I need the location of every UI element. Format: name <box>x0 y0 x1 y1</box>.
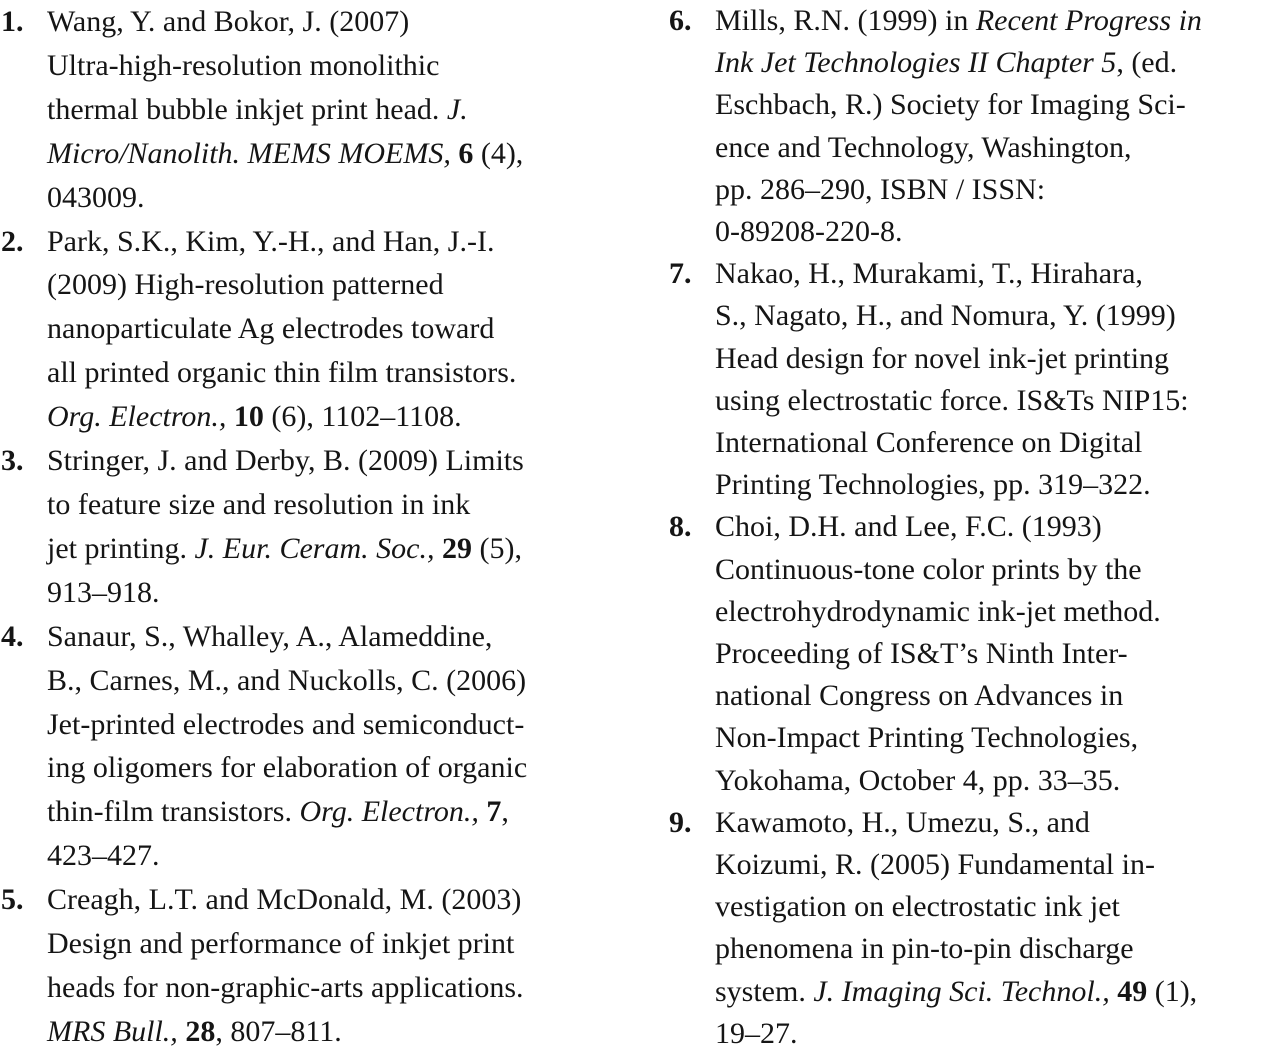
reference-text-segment: Org. Electron., <box>299 795 479 829</box>
reference-text <box>47 878 617 1054</box>
reference-text-segment: (1), <box>1147 974 1198 1008</box>
reference-line <box>47 922 617 966</box>
reference-text <box>715 506 1263 801</box>
reference-line <box>47 351 617 395</box>
reference-item <box>0 615 617 878</box>
reference-line <box>715 549 1263 591</box>
reference-line <box>47 132 617 176</box>
reference-line <box>715 591 1263 633</box>
reference-text-segment: thin-film transistors. <box>47 795 300 829</box>
reference-line <box>715 971 1263 1013</box>
reference-text-segment: Nakao, H., Murakami, T., Hirahara, <box>715 257 1143 291</box>
reference-text-segment: 6 <box>458 136 474 170</box>
reference-text-segment: Choi, D.H. and Lee, F.C. (1993) <box>715 510 1102 544</box>
reference-line <box>715 0 1263 42</box>
reference-item <box>0 439 617 615</box>
reference-line <box>47 0 617 44</box>
reference-number: 6. <box>669 4 692 37</box>
reference-number: 7. <box>669 257 692 291</box>
reference-text-segment: Koizumi, R. (2005) Fundamental in- <box>715 848 1155 882</box>
reference-line <box>715 422 1263 464</box>
reference-text-segment: Park, S.K., Kim, Y.-H., and Han, J.-I. <box>47 224 495 258</box>
reference-line <box>715 295 1263 337</box>
reference-text-segment: 19–27. <box>715 1016 798 1050</box>
reference-line <box>715 844 1263 886</box>
reference-line <box>47 307 617 351</box>
reference-text-segment: Micro/Nanolith. MEMS MOEMS, <box>47 136 451 170</box>
reference-text-segment: system. <box>715 974 814 1008</box>
reference-item <box>668 0 1263 253</box>
reference-line <box>715 464 1263 506</box>
reference-text-segment: Jet-printed electrodes and semiconduct- <box>47 707 525 741</box>
reference-line <box>715 338 1263 380</box>
reference-line <box>47 746 617 790</box>
reference-number: 3. <box>1 444 24 478</box>
reference-text <box>47 0 617 220</box>
reference-line <box>47 88 617 132</box>
reference-text-segment: S., Nagato, H., and Nomura, Y. (1999) <box>715 299 1176 333</box>
reference-line <box>47 703 617 747</box>
reference-line <box>47 659 617 703</box>
reference-text <box>47 615 617 878</box>
reference-text-segment: ing oligomers for elaboration of organic <box>47 751 528 785</box>
reference-text-segment: to feature size and resolution in ink <box>47 487 471 521</box>
reference-text <box>47 439 617 615</box>
reference-text-segment: Design and performance of inkjet print <box>47 927 515 961</box>
reference-line <box>715 127 1263 169</box>
reference-number: 8. <box>669 510 692 544</box>
reference-line <box>47 263 617 307</box>
reference-text <box>47 220 617 440</box>
reference-text <box>715 802 1263 1054</box>
reference-item <box>0 220 617 440</box>
reference-text-segment: 043009. <box>47 180 145 214</box>
reference-text-segment: jet printing. <box>47 531 195 565</box>
reference-number: 5. <box>1 883 24 917</box>
reference-number: 9. <box>669 805 692 839</box>
reference-line <box>715 675 1263 717</box>
reference-line <box>715 802 1263 844</box>
reference-text-segment: Kawamoto, H., Umezu, S., and <box>715 805 1090 839</box>
reference-text-segment: Head design for novel ink-jet printing <box>715 341 1170 375</box>
reference-text <box>715 0 1263 253</box>
reference-text-segment: International Conference on Digital <box>715 426 1143 460</box>
reference-text <box>715 253 1263 506</box>
reference-line <box>47 176 617 220</box>
reference-line <box>47 878 617 922</box>
reference-text-segment: 0-89208-220-8. <box>715 215 903 249</box>
references-column-left <box>0 0 617 1054</box>
reference-item <box>668 506 1263 801</box>
reference-text-segment: Stringer, J. and Derby, B. (2009) Limits <box>47 444 524 478</box>
reference-text-segment: MRS Bull., <box>47 1014 178 1048</box>
reference-line <box>715 506 1263 548</box>
reference-text-segment: Creagh, L.T. and McDonald, M. (2003) <box>47 883 522 917</box>
reference-text-segment: (4), <box>473 136 524 170</box>
reference-line <box>715 1013 1263 1054</box>
reference-text-segment: (6), 1102–1108. <box>263 400 462 434</box>
reference-text-segment <box>226 400 234 433</box>
reference-line <box>715 886 1263 928</box>
reference-text-segment: J. Imaging Sci. Technol., <box>813 974 1110 1008</box>
reference-text-segment: Ink Jet Technologies II Chapter 5 <box>715 46 1117 80</box>
reference-text-segment: vestigation on electrostatic ink jet <box>715 890 1120 924</box>
reference-text-segment: Recent Progress in <box>975 4 1202 37</box>
reference-text-segment: Wang, Y. and Bokor, J. (2007) <box>47 5 410 38</box>
reference-text-segment: 29 <box>441 531 472 565</box>
reference-number: 1. <box>1 5 24 38</box>
reference-text-segment: nanoparticulate Ag electrodes toward <box>47 312 495 346</box>
reference-text-segment: B., Carnes, M., and Nuckolls, C. (2006) <box>47 663 527 697</box>
reference-line <box>715 928 1263 970</box>
reference-number: 2. <box>1 224 24 258</box>
reference-text-segment: 7 <box>486 795 502 829</box>
reference-text-segment: 28 <box>185 1014 216 1048</box>
reference-text-segment: thermal bubble inkjet print head. <box>47 92 447 126</box>
reference-text-segment: all printed organic thin film transistors. <box>47 356 517 390</box>
reference-item <box>0 878 617 1054</box>
reference-line <box>715 169 1263 211</box>
reference-text-segment: , <box>501 795 509 829</box>
reference-item <box>668 802 1263 1054</box>
reference-item <box>0 0 617 220</box>
reference-line <box>715 717 1263 759</box>
reference-text-segment: 913–918. <box>47 575 160 609</box>
reference-text-segment: J. <box>446 92 468 126</box>
reference-line <box>47 220 617 264</box>
reference-line <box>47 439 617 483</box>
reference-text-segment: Ultra-high-resolution monolithic <box>47 48 440 82</box>
reference-text-segment: 423–427. <box>47 839 160 873</box>
reference-line <box>47 44 617 88</box>
reference-line <box>715 42 1263 84</box>
reference-number: 4. <box>1 619 24 653</box>
reference-text-segment: ence and Technology, Washington, <box>715 130 1132 164</box>
reference-text-segment: J. Eur. Ceram. Soc., <box>194 531 435 565</box>
reference-text-segment: Proceeding of IS&T’s Ninth Inter- <box>715 637 1128 671</box>
reference-text-segment: electrohydrodynamic ink-jet method. <box>715 594 1161 628</box>
reference-text-segment: heads for non-graphic-arts applications. <box>47 970 524 1004</box>
reference-text-segment: Mills, R.N. (1999) in <box>715 4 976 37</box>
reference-line <box>47 527 617 571</box>
reference-text-segment: , (ed. <box>1116 46 1178 80</box>
reference-line <box>47 966 617 1010</box>
reference-line <box>715 633 1263 675</box>
reference-line <box>715 211 1263 253</box>
reference-text-segment: pp. 286–290, ISBN / ISSN: <box>715 172 1046 206</box>
reference-text-segment: Printing Technologies, pp. 319–322. <box>715 468 1151 502</box>
reference-line <box>715 253 1263 295</box>
reference-line <box>47 395 617 439</box>
reference-text-segment: (5), <box>471 531 522 565</box>
reference-line <box>47 483 617 527</box>
reference-line <box>47 834 617 878</box>
reference-text-segment: Yokohama, October 4, pp. 33–35. <box>715 763 1121 797</box>
reference-text-segment: Non-Impact Printing Technologies, <box>715 721 1139 755</box>
references-column-right <box>668 0 1263 1054</box>
reference-line <box>715 84 1263 126</box>
reference-line <box>47 571 617 615</box>
reference-text-segment: Sanaur, S., Whalley, A., Alameddine, <box>47 619 493 653</box>
reference-text-segment: Org. Electron., <box>47 400 227 434</box>
reference-text-segment: , 807–811. <box>215 1014 342 1048</box>
reference-text-segment: (2009) High-resolution patterned <box>47 268 444 302</box>
reference-text-segment: Eschbach, R.) Society for Imaging Sci- <box>715 88 1186 122</box>
reference-item <box>668 253 1263 506</box>
reference-text-segment: 10 <box>233 400 264 434</box>
reference-text-segment: national Congress on Advances in <box>715 679 1124 713</box>
reference-line <box>47 790 617 834</box>
reference-line <box>715 760 1263 802</box>
reference-text-segment: 49 <box>1117 974 1148 1008</box>
reference-text-segment <box>434 532 442 565</box>
reference-text-segment: Continuous-tone color prints by the <box>715 552 1142 586</box>
reference-line <box>715 380 1263 422</box>
reference-line <box>47 1010 617 1054</box>
reference-text-segment: using electrostatic force. IS&Ts NIP15: <box>715 383 1189 417</box>
reference-text-segment: phenomena in pin-to-pin discharge <box>715 932 1134 966</box>
reference-line <box>47 615 617 659</box>
